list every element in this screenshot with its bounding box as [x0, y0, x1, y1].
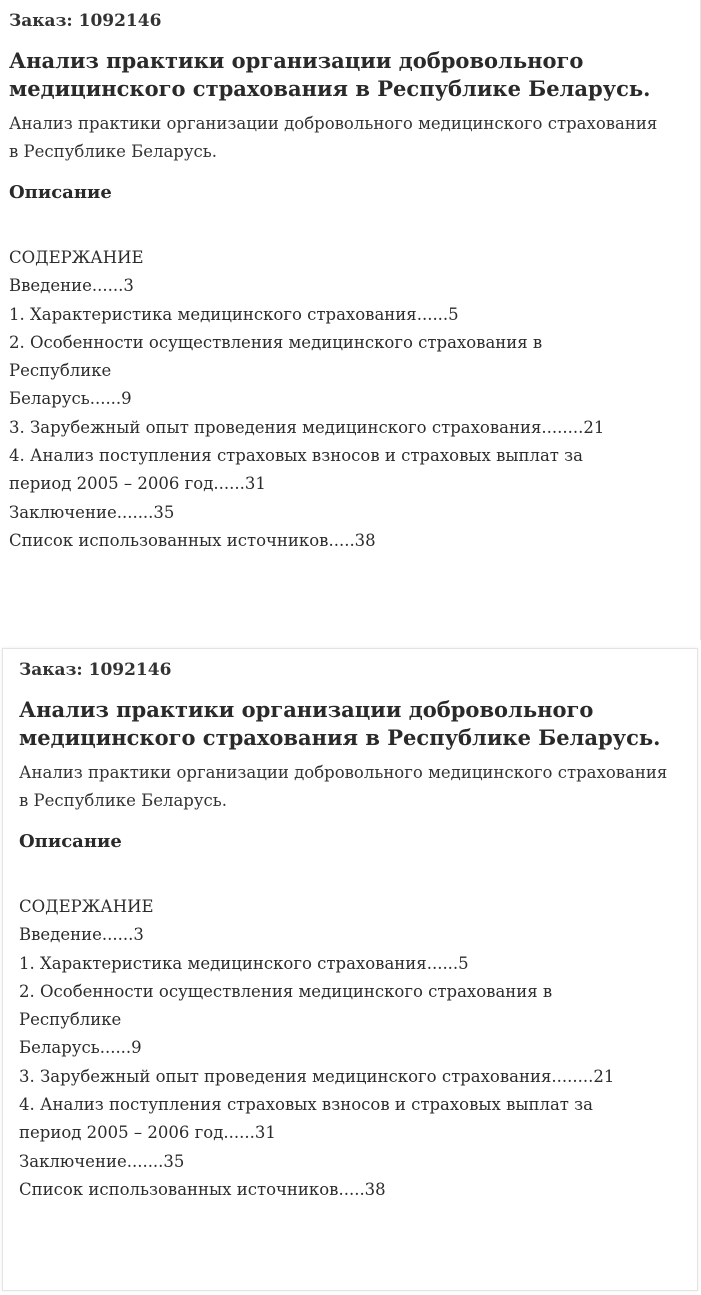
table-of-contents — [19, 893, 691, 1204]
order-number: Заказ: 1092146 — [19, 660, 172, 680]
toc-line: период 2005 – 2006 год......31 — [9, 474, 266, 494]
toc-line: 2. Особенности осуществления медицинского страхования в — [9, 332, 543, 352]
toc-line: Беларусь......9 — [19, 1038, 142, 1058]
order-subtitle: Анализ практики организации добровольного медицинского страхования в Республике Беларусь. — [9, 114, 658, 161]
toc-line: 2. Особенности осуществления медицинского страхования в — [19, 981, 553, 1001]
toc-line: 3. Зарубежный опыт проведения медицинского страхования........21 — [19, 1066, 615, 1086]
toc-line: 1. Характеристика медицинского страхования......5 — [19, 953, 469, 973]
toc-line: СОДЕРЖАНИЕ — [19, 897, 154, 916]
toc-line: Введение......3 — [9, 276, 134, 296]
order-card-1 — [0, 0, 701, 640]
description-heading: Описание — [9, 182, 112, 203]
toc-line: Заключение.......35 — [9, 502, 175, 522]
order-subtitle: Анализ практики организации добровольного медицинского страхования в Республике Беларусь. — [19, 763, 668, 810]
toc-line: Беларусь......9 — [9, 389, 132, 409]
order-number: Заказ: 1092146 — [9, 11, 162, 31]
toc-line: период 2005 – 2006 год......31 — [19, 1123, 276, 1143]
table-of-contents — [9, 244, 681, 555]
toc-line: 4. Анализ поступления страховых взносов и страховых выплат за — [9, 446, 584, 466]
description-heading: Описание — [19, 831, 122, 852]
toc-line: Список использованных источников.....38 — [9, 530, 376, 550]
order-card-2 — [2, 648, 698, 1291]
toc-line: 4. Анализ поступления страховых взносов и страховых выплат за — [19, 1095, 594, 1115]
toc-line: Заключение.......35 — [19, 1151, 185, 1171]
toc-line: Республике — [9, 361, 112, 381]
toc-line: Республике — [19, 1010, 122, 1030]
order-title: Анализ практики организации добровольного медицинского страхования в Республике Беларусь. — [9, 48, 651, 101]
toc-line: Введение......3 — [19, 925, 144, 945]
toc-line: Список использованных источников.....38 — [19, 1179, 386, 1199]
toc-line: 3. Зарубежный опыт проведения медицинского страхования........21 — [9, 417, 605, 437]
toc-line: 1. Характеристика медицинского страхования......5 — [9, 304, 459, 324]
order-title: Анализ практики организации добровольного медицинского страхования в Республике Беларусь. — [19, 697, 661, 750]
toc-line: СОДЕРЖАНИЕ — [9, 248, 144, 267]
